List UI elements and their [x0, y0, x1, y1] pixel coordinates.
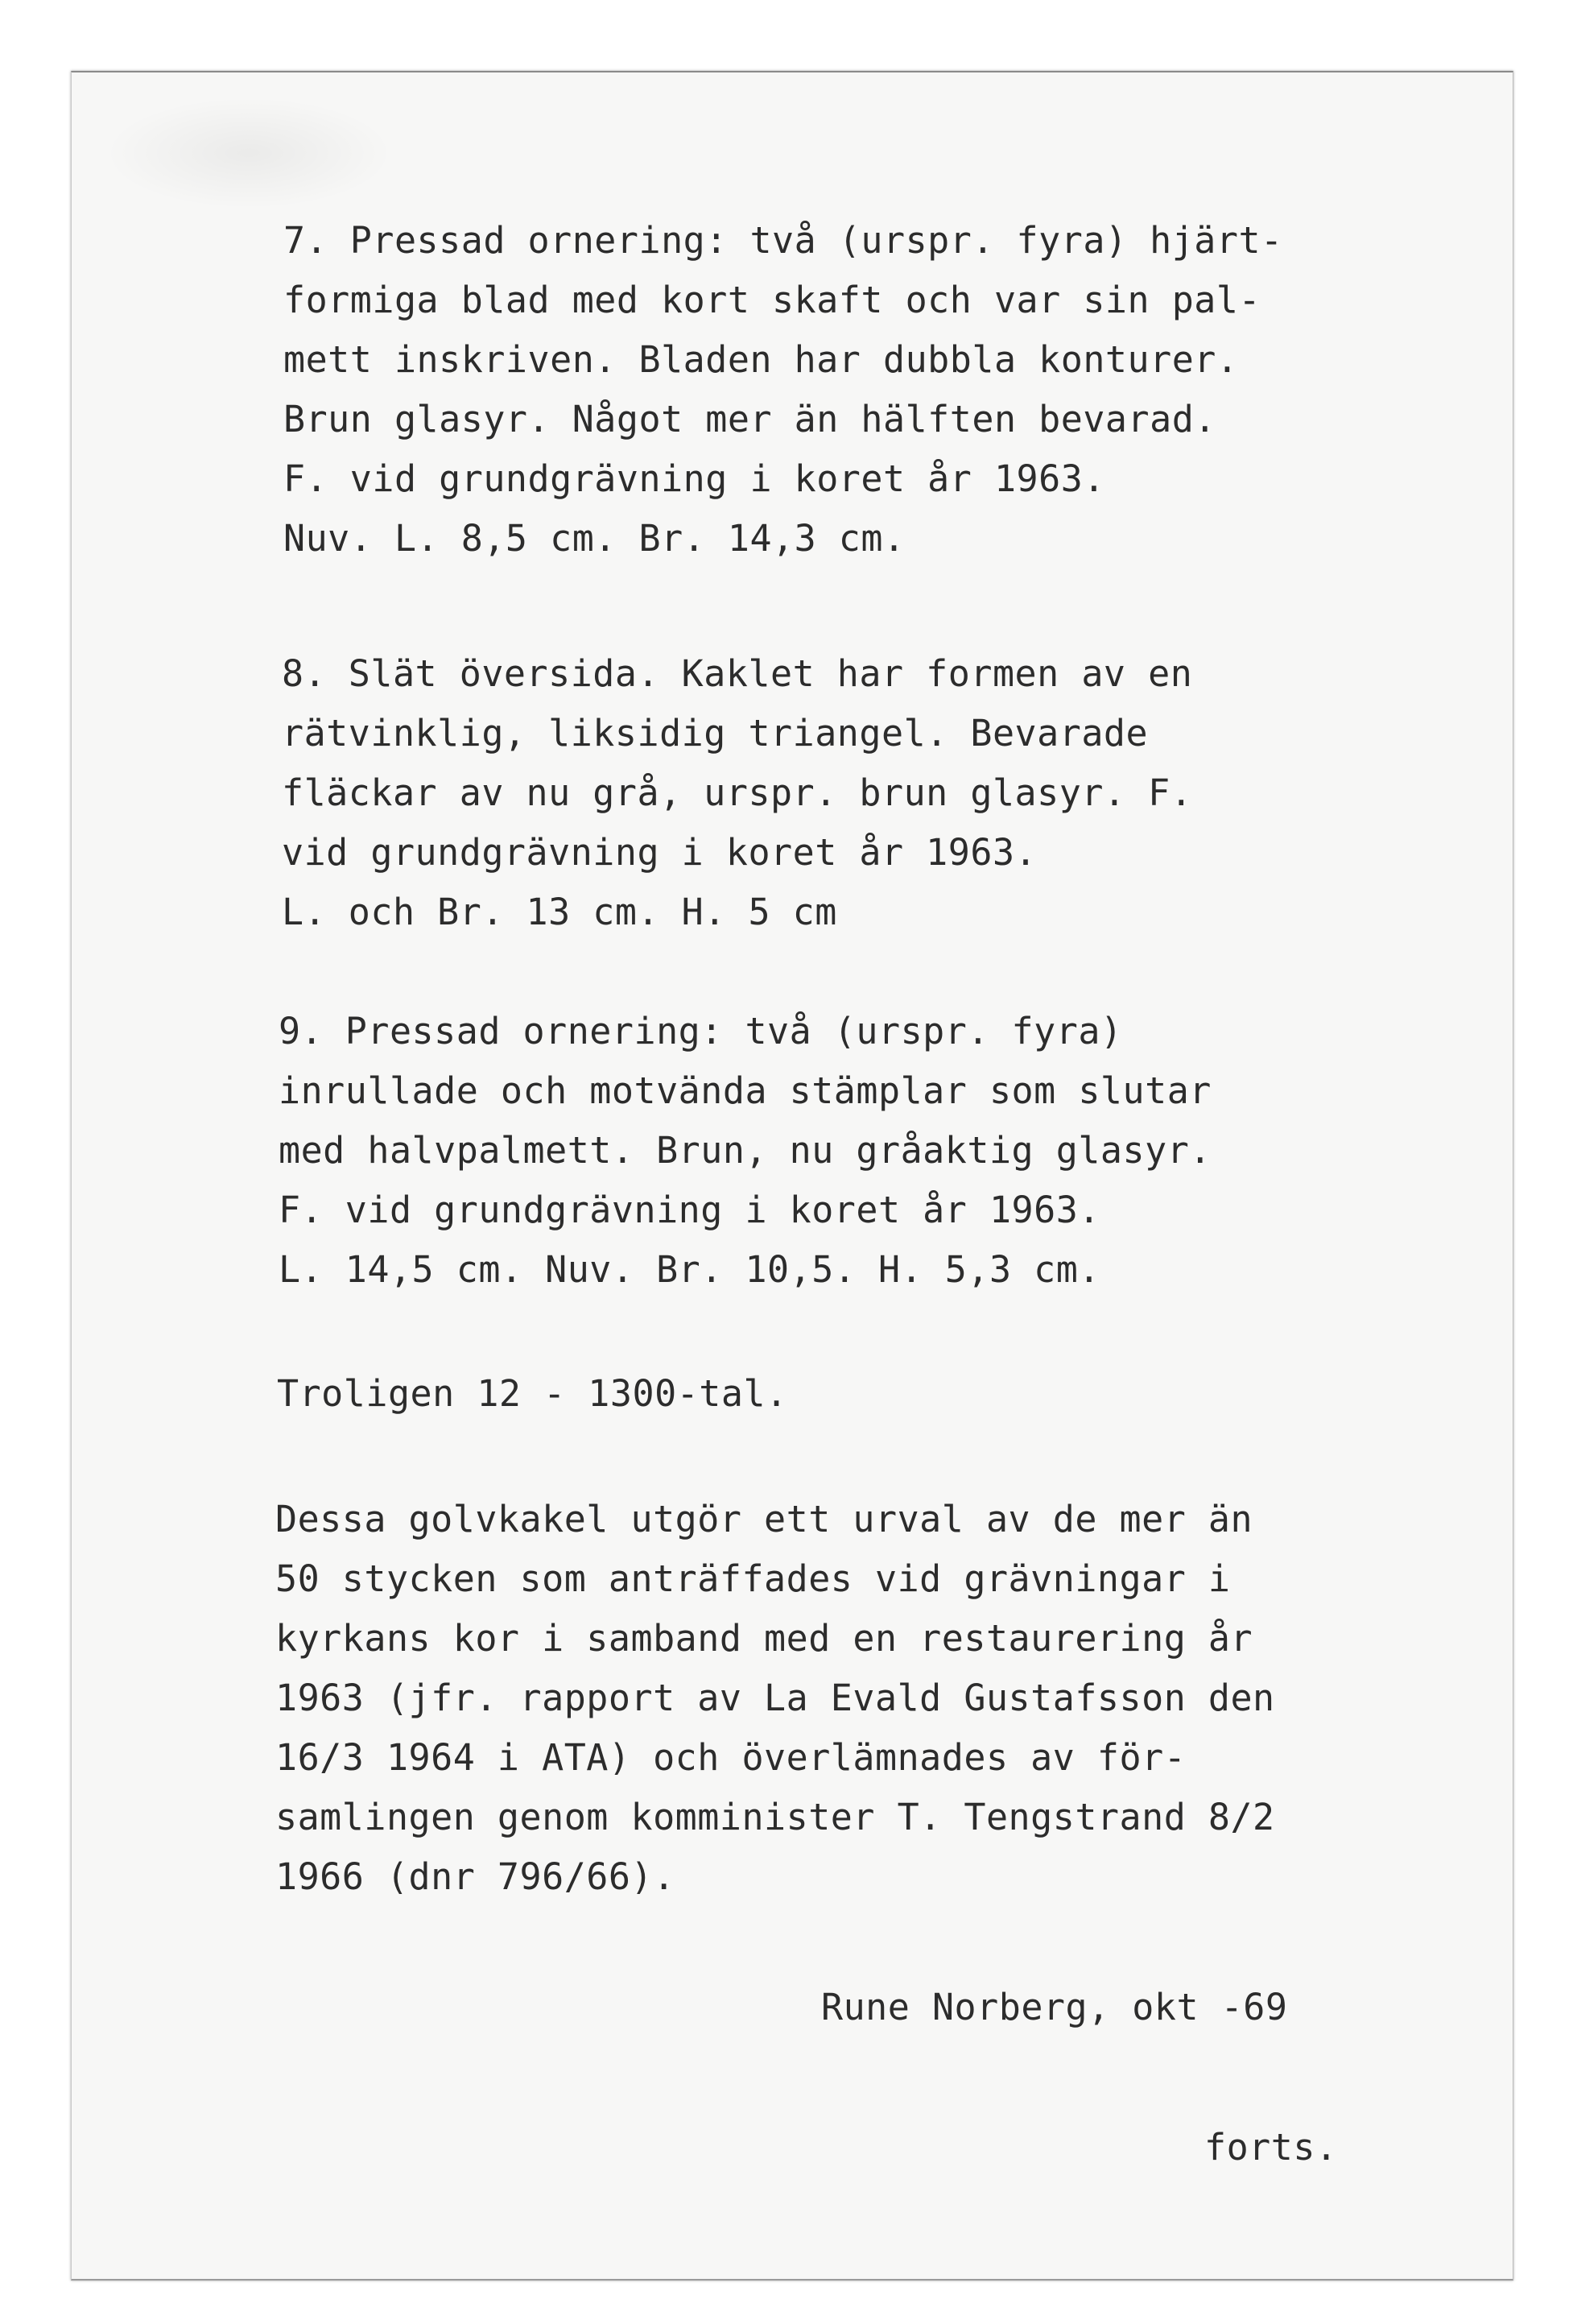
entry-7	[283, 211, 1283, 569]
entry-8-line: vid grundgrävning i koret år 1963.	[282, 831, 1038, 874]
entry-7-line: mett inskriven. Bladen har dubbla konturer.	[283, 338, 1239, 381]
entry-7-line: F. vid grundgrävning i koret år 1963.	[283, 457, 1105, 500]
summary-paragraph	[275, 1490, 1275, 1907]
entry-9	[279, 1002, 1212, 1300]
summary-line: 50 stycken som anträffades vid grävningar i	[275, 1557, 1231, 1600]
entry-9-line: L. 14,5 cm. Nuv. Br. 10,5. H. 5,3 cm.	[279, 1248, 1100, 1291]
entry-9-line: F. vid grundgrävning i koret år 1963.	[279, 1189, 1100, 1231]
entry-9-line: 9. Pressad ornering: två (urspr. fyra)	[279, 1010, 1123, 1052]
summary-line: 1966 (dnr 796/66).	[275, 1855, 675, 1898]
dating-note	[277, 1364, 788, 1424]
signature	[821, 1978, 1287, 2037]
paper-smudge	[104, 97, 394, 209]
summary-line: kyrkans kor i samband med en restaurering år	[275, 1617, 1253, 1660]
summary-line: 16/3 1964 i ATA) och överlämnades av för-	[275, 1736, 1187, 1779]
entry-9-line: med halvpalmett. Brun, nu gråaktig glasyr.	[279, 1129, 1212, 1172]
summary-line: 1963 (jfr. rapport av La Evald Gustafsson den	[275, 1677, 1275, 1719]
summary-line: samlingen genom komminister T. Tengstrand 8/2	[275, 1796, 1275, 1838]
summary-line: Dessa golvkakel utgör ett urval av de mer än	[275, 1498, 1253, 1540]
entry-8-line: L. och Br. 13 cm. H. 5 cm	[282, 891, 837, 933]
entry-8-line: rätvinklig, liksidig triangel. Bevarade	[282, 712, 1149, 755]
continuation-note	[1204, 2118, 1338, 2177]
entry-8-line: fläckar av nu grå, urspr. brun glasyr. F.	[282, 771, 1193, 814]
entry-7-line: formiga blad med kort skaft och var sin pal-	[283, 279, 1261, 321]
signature-line: Rune Norberg, okt -69	[821, 1986, 1288, 2028]
dating-line: Troligen 12 - 1300-tal.	[277, 1372, 788, 1415]
entry-8	[282, 644, 1192, 942]
entry-7-line: 7. Pressad ornering: två (urspr. fyra) hjärt-	[283, 219, 1283, 262]
entry-7-line: Brun glasyr. Något mer än hälften bevarad.	[283, 398, 1216, 440]
entry-8-line: 8. Slät översida. Kaklet har formen av en	[282, 652, 1193, 695]
entry-9-line: inrullade och motvända stämplar som slutar	[279, 1069, 1212, 1112]
continuation-line: forts.	[1204, 2126, 1338, 2169]
entry-7-line: Nuv. L. 8,5 cm. Br. 14,3 cm.	[283, 517, 906, 560]
